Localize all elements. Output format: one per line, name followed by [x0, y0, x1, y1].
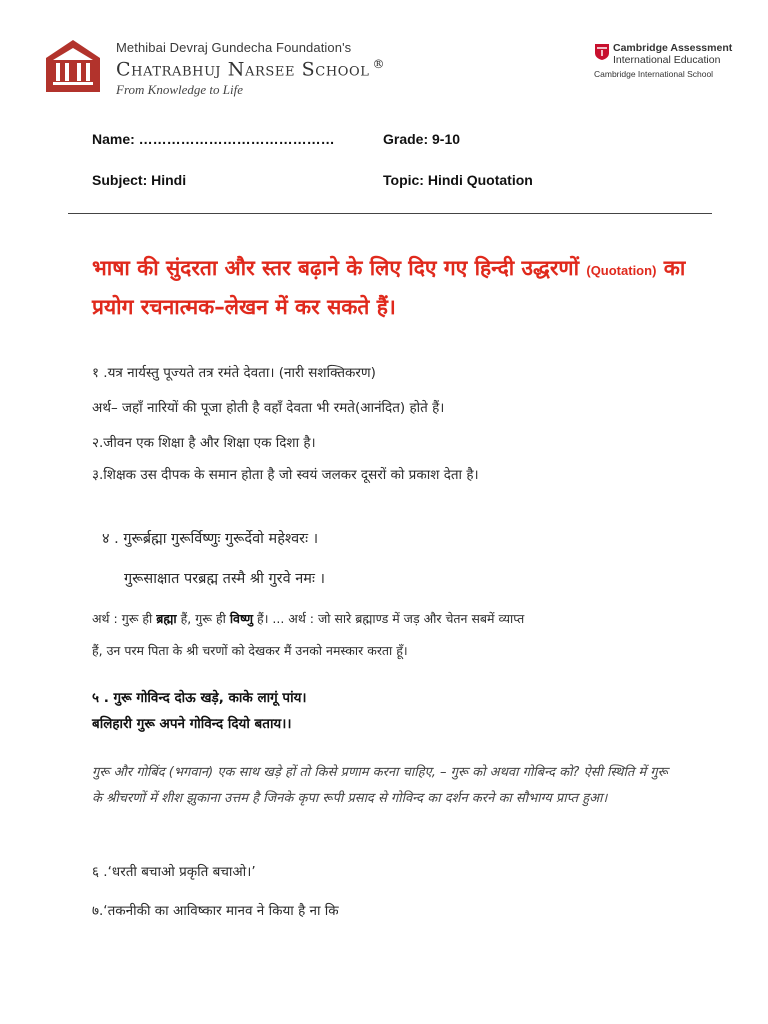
- quote-1-meaning: अर्थ– जहाँ नारियों की पूजा होती है वहाँ देवता भी रमते(आनंदित) होते हैं।: [92, 400, 445, 416]
- school-name: [116, 57, 385, 80]
- meaning-brahma: ब्रह्मा: [156, 611, 177, 626]
- heading-quotation: (Quotation): [586, 263, 657, 278]
- cambridge-logo: [594, 42, 732, 79]
- quote-7: ७.‘तकनीकी का आविष्कार मानव ने किया है ना कि: [92, 903, 339, 919]
- school-header: [116, 40, 385, 98]
- quote-5-line2: बलिहारी गुरू अपने गोविन्द दियो बताय।।: [92, 716, 292, 732]
- meaning-text-a: अर्थ : गुरू ही: [92, 611, 157, 626]
- quote-2: २.जीवन एक शिक्षा है और शिक्षा एक दिशा है।: [92, 435, 316, 451]
- name-field: Name: ……………………………………: [92, 131, 335, 147]
- topic-field: Topic: Hindi Quotation: [383, 172, 533, 188]
- school-tagline: From Knowledge to Life: [116, 82, 243, 98]
- divider-line: [68, 213, 712, 214]
- cambridge-line3: Cambridge International School: [594, 69, 714, 79]
- cambridge-line2: International Education: [613, 54, 721, 66]
- quote-4-meaning: [92, 610, 524, 627]
- cambridge-line1: Cambridge Assessment: [613, 42, 733, 54]
- registered-mark: ®: [372, 57, 386, 71]
- quote-5-line1: ५ . गुरू गोविन्द दोऊ खड़े, काके लागूं पांय।: [92, 690, 307, 706]
- quote-5-meaning: गुरू और गोबिंद (भगवान) एक साथ खड़े हों तो किसे प्रणाम करना चाहिए, – गुरू को अथवा गोबिन्द को? ऐसी स्थिति में गुरू के श्रीचरणों में शीश झुकाना उत्तम है जिनके कृपा रूपी प्रसाद से गोविन्द का दर्शन करने का सौभाग्य प्राप्त हुआ।: [92, 765, 668, 806]
- quote-4-line2: गुरूसाक्षात परब्रह्म तस्मै श्री गुरवे नमः ।: [124, 571, 326, 587]
- grade-field: Grade: 9-10: [383, 131, 461, 147]
- meaning-vishnu: विष्णु: [229, 611, 254, 626]
- meaning-text-e: हैं। ... अर्थ : जो सारे ब्रह्माण्ड में जड़ और चेतन सबमें व्याप्त: [253, 611, 525, 626]
- cambridge-shield-icon: [594, 43, 610, 61]
- foundation-name: Methibai Devraj Gundecha Foundation's: [116, 40, 352, 55]
- quote-3: ३.शिक्षक उस दीपक के समान होता है जो स्वयं जलकर दूसरों को प्रकाश देता है।: [92, 467, 479, 483]
- quote-4-meaning2: हैं, उन परम पिता के श्री चरणों को देखकर मैं उनको नमस्कार करता हूँ।: [92, 643, 408, 658]
- school-name-text: Chatrabhuj Narsee School: [116, 58, 370, 81]
- school-logo-icon: [44, 38, 102, 94]
- heading-part1: भाषा की सुंदरता और स्तर बढ़ाने के लिए दिए गए हिन्दी उद्धरणों: [92, 256, 587, 280]
- page-heading: [92, 250, 712, 325]
- heading-part2: का प्रयोग रचनात्मक–लेखन में कर सकते हैं।: [92, 256, 686, 319]
- quote-4-line1: ४ . गुरूर्ब्रह्मा गुरूर्विष्णुः गुरूर्देवो महेश्वरः ।: [102, 531, 319, 547]
- quote-1: १ .यत्र नार्यस्तु पूज्यते तत्र रमंते देवता। (नारी सशक्तिकरण): [92, 365, 376, 381]
- meaning-text-c: हैं, गुरू ही: [176, 611, 230, 626]
- quote-6: ६ .‘धरती बचाओ प्रकृति बचाओ।’: [92, 864, 256, 880]
- subject-field: Subject: Hindi: [92, 172, 187, 188]
